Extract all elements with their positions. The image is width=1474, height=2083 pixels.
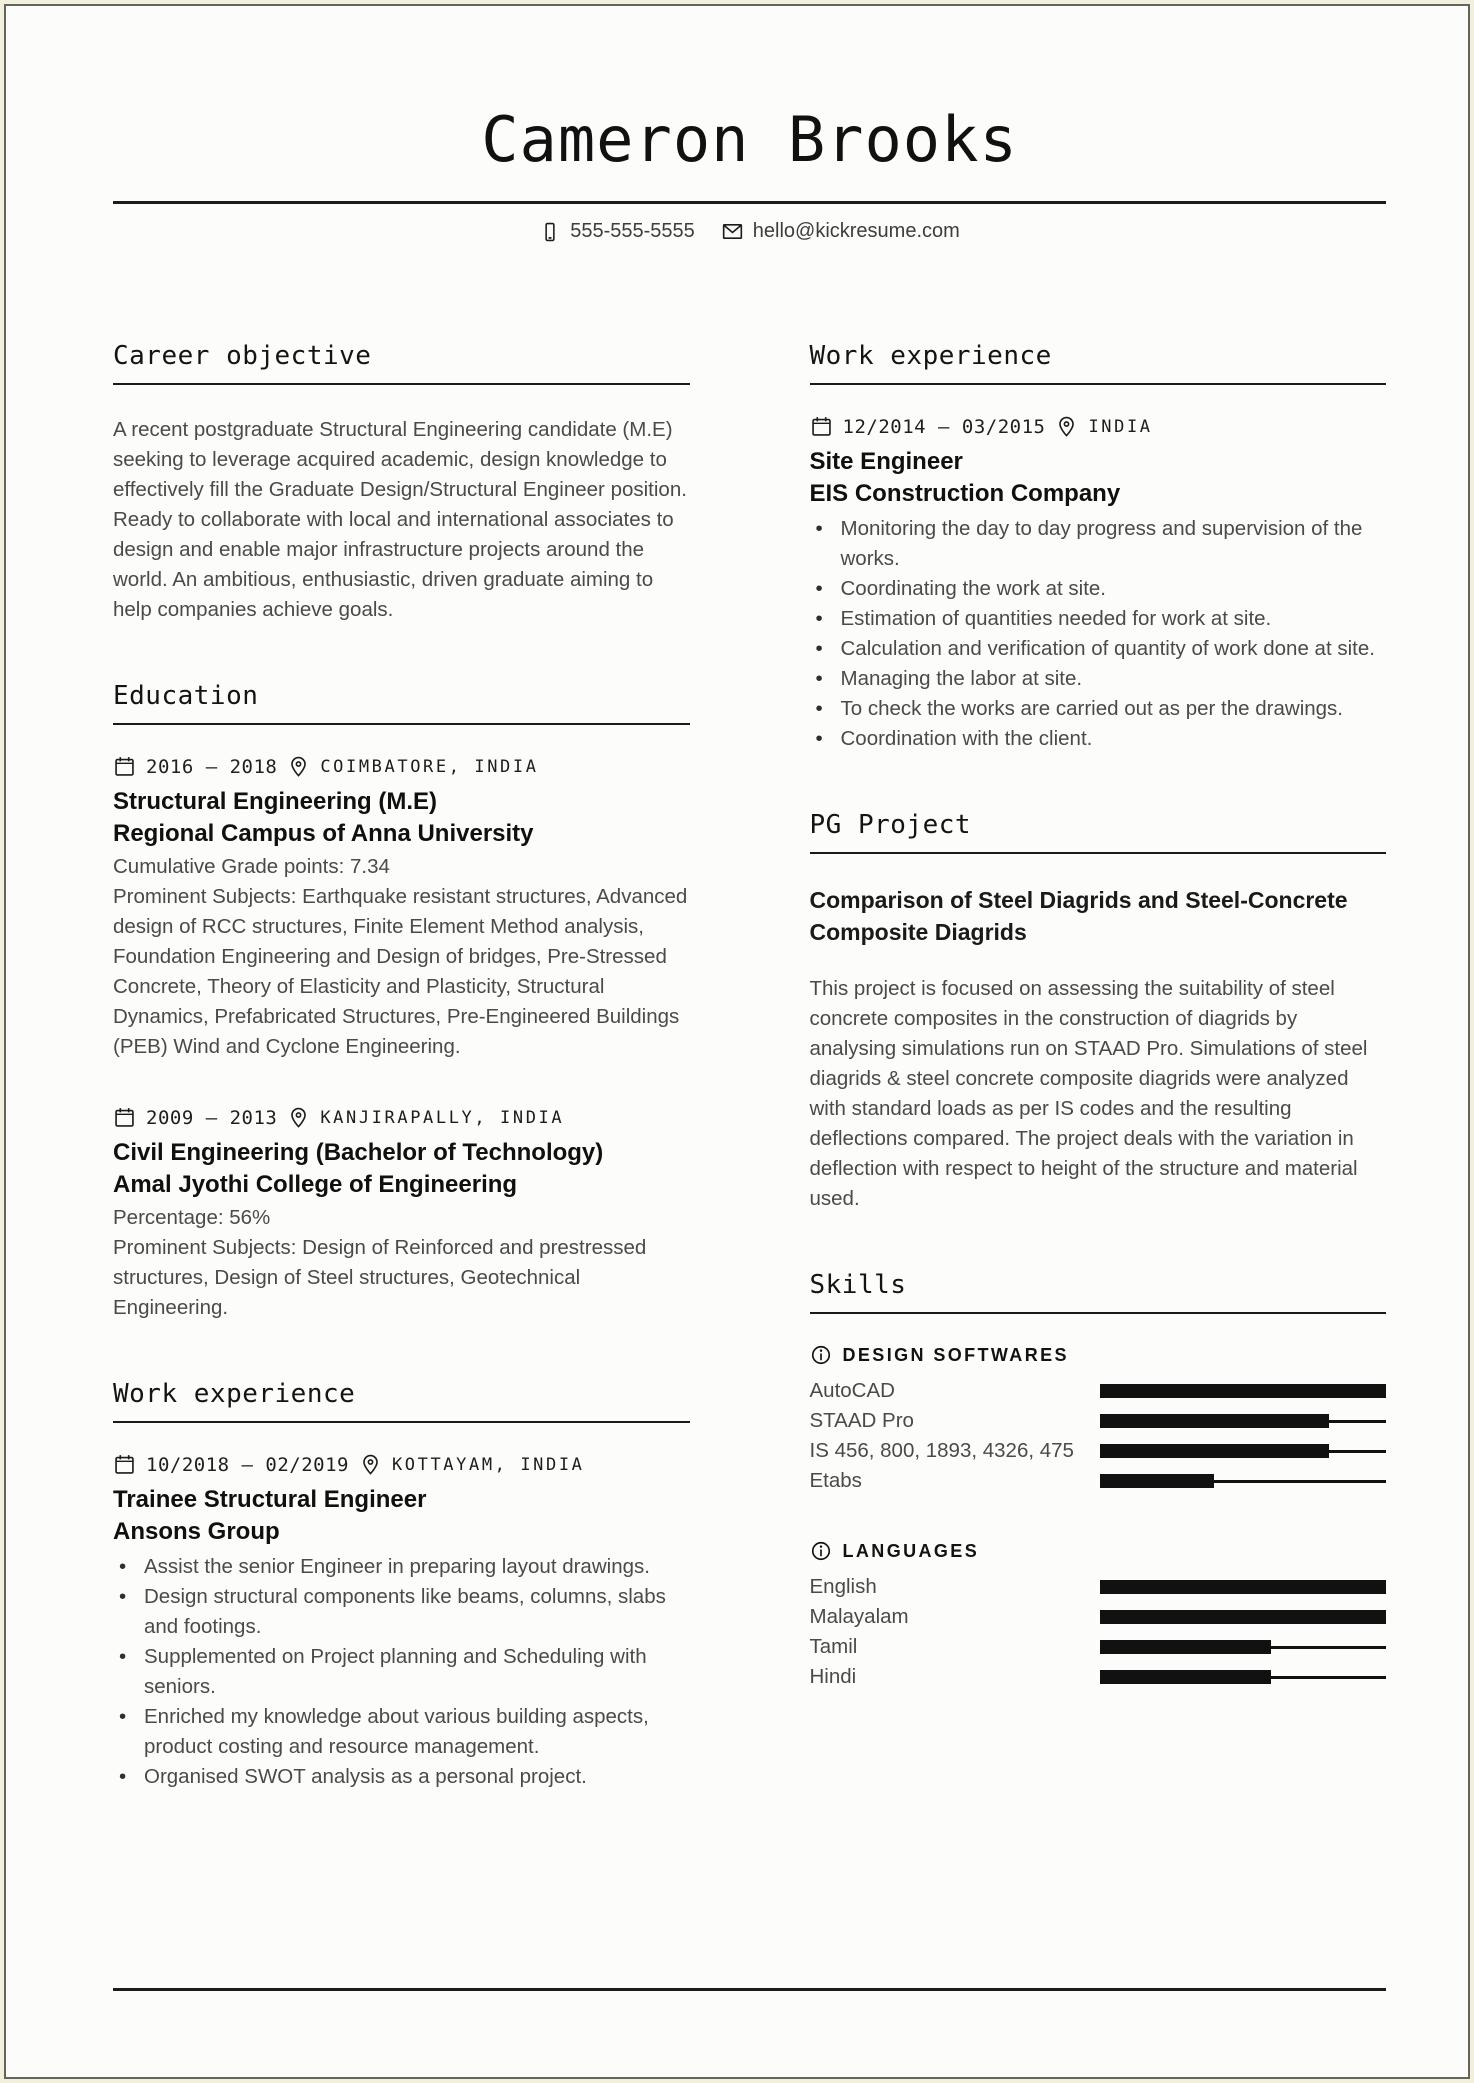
skill-bar bbox=[1100, 1406, 1387, 1436]
entry-dates: 2016 – 2018 bbox=[146, 755, 278, 778]
skill-bar bbox=[1100, 1632, 1387, 1662]
map-pin-icon bbox=[359, 1453, 382, 1476]
work-experience-heading: Work experience bbox=[113, 1379, 690, 1423]
project-title: Comparison of Steel Diagrids and Steel-Concrete Composite Diagrids bbox=[809, 887, 1348, 946]
calendar-icon bbox=[810, 415, 833, 438]
company-name: EIS Construction Company bbox=[809, 480, 1121, 508]
education-heading: Education bbox=[113, 681, 690, 725]
skill-group-design-softwares bbox=[810, 1344, 1387, 1496]
section-work-experience-right bbox=[810, 341, 1387, 754]
job-title: Site Engineer bbox=[809, 448, 963, 476]
bullet-item: • Assist the senior Engineer in preparing layout drawings. bbox=[113, 1552, 690, 1582]
job-bullets bbox=[810, 514, 1387, 754]
education-entry bbox=[113, 755, 690, 1062]
work-entry bbox=[810, 415, 1387, 754]
skill-name: Hindi bbox=[809, 1665, 857, 1689]
email-address: hello@kickresume.com bbox=[752, 220, 960, 243]
contact-row bbox=[113, 220, 1386, 243]
career-objective-text: A recent postgraduate Structural Engineering candidate (M.E) seeking to leverage acquired academic, design knowledge to effectively fill the Graduate Design/Structural Engineer position. Ready to collaborate with local and international associates to design and enable major infrastructure projects around the world. An ambitious, enthusiastic, driven graduate aiming to help companies achieve goals. bbox=[113, 418, 687, 622]
project-description: This project is focused on assessing the suitability of steel concrete composites in the construction of diagrids by analysing simulations run on STAAD Pro. Simulations of steel diagrids & steel concrete composite diagrids were analyzed with standard loads as per IS codes and the resulting deflections compared. The project deals with the variation in deflection with respect to height of the structure and material used. bbox=[809, 977, 1368, 1211]
skill-name: IS 456, 800, 1893, 4326, 475 bbox=[809, 1439, 1074, 1463]
entry-dates: 10/2018 – 02/2019 bbox=[146, 1453, 349, 1476]
detail-line: Cumulative Grade points: 7.34 bbox=[113, 855, 390, 879]
map-pin-icon bbox=[287, 755, 310, 778]
skill-bar-fill bbox=[1100, 1670, 1272, 1684]
work-entry bbox=[113, 1453, 690, 1792]
skill-bar-fill bbox=[1100, 1474, 1215, 1488]
skill-row bbox=[810, 1406, 1387, 1436]
skill-name: Malayalam bbox=[809, 1605, 909, 1629]
entry-location: INDIA bbox=[1088, 416, 1153, 437]
entry-meta bbox=[810, 415, 1387, 438]
skill-row bbox=[810, 1572, 1387, 1602]
bullet-item: • Supplemented on Project planning and Scheduling with seniors. bbox=[113, 1642, 690, 1702]
entry-location: KANJIRAPALLY, INDIA bbox=[320, 1107, 565, 1128]
two-column-layout bbox=[113, 341, 1386, 1848]
section-skills bbox=[810, 1270, 1387, 1692]
entry-details bbox=[113, 1203, 690, 1323]
skill-row bbox=[810, 1436, 1387, 1466]
section-education bbox=[113, 681, 690, 1323]
calendar-icon bbox=[113, 1106, 136, 1129]
skill-bar-fill bbox=[1100, 1384, 1387, 1398]
entry-meta bbox=[113, 1453, 690, 1476]
job-title: Trainee Structural Engineer bbox=[113, 1486, 427, 1514]
right-column bbox=[810, 341, 1387, 1848]
skill-bar bbox=[1100, 1602, 1387, 1632]
map-pin-icon bbox=[287, 1106, 310, 1129]
phone-number: 555-555-5555 bbox=[570, 220, 695, 243]
education-entry bbox=[113, 1106, 690, 1323]
map-pin-icon bbox=[1055, 415, 1078, 438]
calendar-icon bbox=[113, 755, 136, 778]
skill-row bbox=[810, 1632, 1387, 1662]
skills-heading: Skills bbox=[810, 1270, 1387, 1314]
degree-title: Civil Engineering (Bachelor of Technology) bbox=[113, 1139, 604, 1167]
entry-meta bbox=[113, 755, 690, 778]
skill-group-title: LANGUAGES bbox=[842, 1540, 980, 1561]
school-name: Amal Jyothi College of Engineering bbox=[113, 1171, 518, 1199]
email-item[interactable] bbox=[721, 220, 960, 243]
skill-row bbox=[810, 1662, 1387, 1692]
bullet-item: • Design structural components like beams, columns, slabs and footings. bbox=[113, 1582, 690, 1642]
footer-divider bbox=[113, 1988, 1386, 1991]
skill-name: STAAD Pro bbox=[809, 1409, 914, 1433]
bullet-item: • Managing the labor at site. bbox=[810, 664, 1387, 694]
bullet-item: • Coordinating the work at site. bbox=[810, 574, 1387, 604]
degree-title: Structural Engineering (M.E) bbox=[113, 788, 438, 816]
bullet-item: • Calculation and verification of quantity of work done at site. bbox=[810, 634, 1387, 664]
person-name: Cameron Brooks bbox=[481, 103, 1018, 176]
entry-location: KOTTAYAM, INDIA bbox=[391, 1454, 585, 1475]
header-divider bbox=[113, 201, 1386, 204]
skill-bar-fill bbox=[1100, 1610, 1387, 1624]
resume-content bbox=[6, 6, 1468, 1848]
skill-name: Tamil bbox=[809, 1635, 858, 1659]
left-column bbox=[113, 341, 690, 1848]
skill-bar bbox=[1100, 1572, 1387, 1602]
entry-location: COIMBATORE, INDIA bbox=[320, 756, 539, 777]
school-name: Regional Campus of Anna University bbox=[113, 820, 534, 848]
career-objective-heading: Career objective bbox=[113, 341, 690, 385]
skill-name: Etabs bbox=[809, 1469, 862, 1493]
info-circle-icon bbox=[810, 1344, 832, 1366]
pg-project-heading: PG Project bbox=[810, 810, 1387, 854]
detail-line: Prominent Subjects: Earthquake resistant structures, Advanced design of RCC structures, Finite Element Method analysis, Foundation Engineering and Design of bridges, Pre-Stressed Concrete, Theory of Elasticity and Plasticity, Structural Dynamics, Prefabricated Structures, Pre-Engineered Buildings (PEB) Wind and Cyclone Engineering. bbox=[113, 885, 688, 1059]
detail-line: Percentage: 56% bbox=[113, 1206, 271, 1230]
job-bullets bbox=[113, 1552, 690, 1792]
resume-page bbox=[4, 4, 1470, 2079]
skill-bar bbox=[1100, 1662, 1387, 1692]
skill-bar-fill bbox=[1100, 1640, 1272, 1654]
skill-row bbox=[810, 1376, 1387, 1406]
entry-meta bbox=[113, 1106, 690, 1129]
calendar-icon bbox=[113, 1453, 136, 1476]
skill-bar bbox=[1100, 1466, 1387, 1496]
skill-bar bbox=[1100, 1436, 1387, 1466]
bullet-item: • Enriched my knowledge about various building aspects, product costing and resource management. bbox=[113, 1702, 690, 1762]
bullet-item: • Coordination with the client. bbox=[810, 724, 1387, 754]
skill-group-languages bbox=[810, 1540, 1387, 1692]
bullet-item: • Estimation of quantities needed for work at site. bbox=[810, 604, 1387, 634]
skill-row bbox=[810, 1466, 1387, 1496]
section-work-experience-left bbox=[113, 1379, 690, 1792]
phone-icon bbox=[539, 221, 561, 243]
skill-bar-fill bbox=[1100, 1580, 1387, 1594]
skill-bar-fill bbox=[1100, 1444, 1329, 1458]
bullet-item: • To check the works are carried out as per the drawings. bbox=[810, 694, 1387, 724]
skill-group-title: DESIGN SOFTWARES bbox=[842, 1344, 1069, 1365]
work-experience-heading: Work experience bbox=[810, 341, 1387, 385]
skill-group-label bbox=[810, 1540, 1387, 1562]
envelope-icon bbox=[721, 220, 744, 243]
bullet-item: • Organised SWOT analysis as a personal project. bbox=[113, 1762, 690, 1792]
skill-row bbox=[810, 1602, 1387, 1632]
company-name: Ansons Group bbox=[113, 1518, 280, 1546]
skill-name: AutoCAD bbox=[809, 1379, 895, 1403]
bullet-item: • Monitoring the day to day progress and supervision of the works. bbox=[810, 514, 1387, 574]
info-circle-icon bbox=[810, 1540, 832, 1562]
skill-name: English bbox=[809, 1575, 877, 1599]
entry-dates: 2009 – 2013 bbox=[146, 1106, 278, 1129]
skill-bar-fill bbox=[1100, 1414, 1329, 1428]
section-pg-project bbox=[810, 810, 1387, 1214]
entry-details bbox=[113, 852, 690, 1062]
phone-item bbox=[539, 220, 695, 243]
entry-dates: 12/2014 – 03/2015 bbox=[842, 415, 1046, 438]
section-career-objective bbox=[113, 341, 690, 625]
detail-line: Prominent Subjects: Design of Reinforced and prestressed structures, Design of Steel structures, Geotechnical Engineering. bbox=[113, 1236, 647, 1320]
skill-group-label bbox=[810, 1344, 1387, 1366]
skill-bar bbox=[1100, 1376, 1387, 1406]
